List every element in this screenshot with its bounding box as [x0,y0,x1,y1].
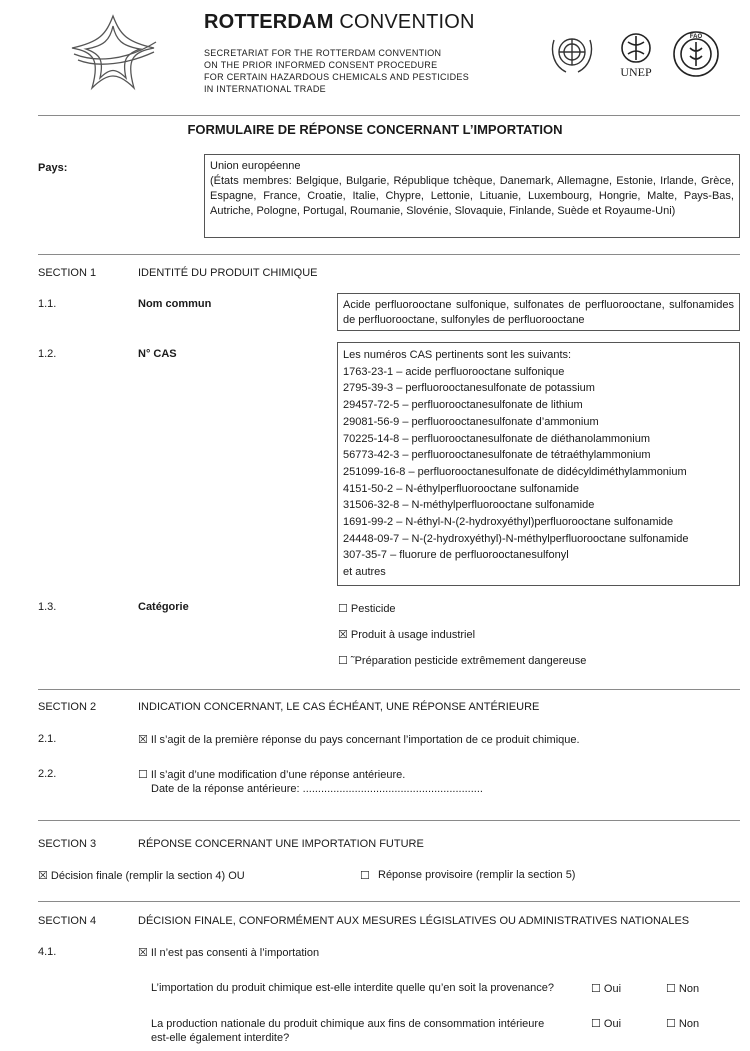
section-2-number: SECTION 2 [38,701,97,713]
import-ban-no-checkbox[interactable]: ☐ Non [666,983,700,995]
cas-label: N° CAS [138,348,177,360]
cas-line: 24448-09-7 – N-(2-hydroxyéthyl)-N-méthylperfluorooctane sulfonamide [343,532,689,545]
item-1-3-number: 1.3. [38,601,57,613]
cas-line: 2795-39-3 – perfluorooctanesulfonate de potassium [343,382,595,395]
section-divider [38,254,740,255]
category-label: Catégorie [138,601,189,613]
provisional-response-label: Réponse provisoire (remplir la section 5) [378,869,576,881]
cas-line: 70225-14-8 – perfluorooctanesulfonate de diéthanolammonium [343,432,650,445]
final-decision-checkbox[interactable]: ☒ Décision finale (remplir la section 4) OU [38,870,245,882]
country-label: Pays: [38,162,68,174]
item-2-2-number: 2.2. [38,768,57,780]
cas-number-field [337,342,740,586]
domestic-production-no-checkbox[interactable]: ☐ Non [666,1018,700,1030]
import-ban-yes-checkbox[interactable]: ☐ Oui [591,983,622,995]
import-not-consented-checkbox[interactable]: ☒ Il n’est pas consenti à l’importation [138,947,320,959]
country-field [204,154,740,238]
cas-line: et autres [343,566,386,579]
question-line: La production nationale du produit chimique aux fins de consommation intérieure [151,1018,545,1030]
convention-title: ROTTERDAM CONVENTION [204,11,475,33]
cas-line: 251099-16-8 – perfluorooctanesulfonate de didécyldiméthylammonium [343,465,687,478]
cas-line: 1691-99-2 – N-éthyl-N-(2-hydroxyéthyl)perfluorooctane sulfonamide [343,516,674,529]
cas-line: 29081-56-9 – perfluorooctanesulfonate d’ammonium [343,415,599,428]
secretariat-subtitle [204,47,469,95]
item-4-1-number: 4.1. [38,946,57,958]
item-2-1-number: 2.1. [38,733,57,745]
cas-line: Les numéros CAS pertinents sont les suivants: [343,349,572,361]
section-divider [38,689,740,690]
common-name-field: Acide perfluorooctane sulfonique, sulfonates de perfluorooctane, sulfonamides de perfluorooctane, sulfonyles de perfluorooctane [337,293,740,331]
section-2-title: INDICATION CONCERNANT, LE CAS ÉCHÉANT, UNE RÉPONSE ANTÉRIEURE [138,701,540,713]
country-members: (États membres: Belgique, Bulgarie, République tchèque, Danemark, Allemagne, Estonie, Irlande, Grèce, Espagne, France, Croatie, Italie, Chypre, Lettonie, Lituanie, Luxembourg, Hongrie, Malte, Pays-Bas, Autriche, Pologne, Portugal, Roumanie, Slovénie, Slovaquie, Finlande, Suède et Royaume-Uni) [210,175,734,217]
subtitle-line: FOR CERTAIN HAZARDOUS CHEMICALS AND PESTICIDES [204,72,470,82]
domestic-production-question [151,1017,544,1045]
fao-label: FAO [689,34,703,40]
category-industrial-checkbox[interactable]: ☒ Produit à usage industriel [338,629,476,641]
header-divider [38,115,740,116]
country-union: Union européenne [210,160,301,172]
partner-logos [548,28,720,84]
item-1-2-number: 1.2. [38,348,57,360]
section-1-number: SECTION 1 [38,267,97,279]
first-response-checkbox[interactable]: ☒ Il s’agit de la première réponse du pays concernant l’importation de ce produit chimique. [138,734,580,746]
common-name-label: Nom commun [138,298,212,310]
item-1-1-number: 1.1. [38,298,57,310]
cas-line: 56773-42-3 – perfluorooctanesulfonate de tétraéthylammonium [343,449,651,462]
cas-line: 307-35-7 – fluorure de perfluorooctanesulfonyl [343,549,569,562]
rotterdam-convention-logo [64,12,162,92]
category-pesticide-checkbox[interactable]: ☐ Pesticide [338,603,396,615]
unep-label: UNEP [620,65,652,79]
section-3-number: SECTION 3 [38,838,97,850]
cas-line: 31506-32-8 – N-méthylperfluorooctane sulfonamide [343,499,595,512]
unep-emblem-icon [622,34,650,62]
import-ban-question: L’importation du produit chimique est-elle interdite quelle qu’en soit la provenance? [151,982,554,994]
section-4-number: SECTION 4 [38,915,97,927]
previous-response-date-field[interactable]: Date de la réponse antérieure: ........................................................... [151,783,483,795]
section-3-title: RÉPONSE CONCERNANT UNE IMPORTATION FUTURE [138,838,424,850]
domestic-production-yes-checkbox[interactable]: ☐ Oui [591,1018,622,1030]
section-4-title: DÉCISION FINALE, CONFORMÉMENT AUX MESURES LÉGISLATIVES OU ADMINISTRATIVES NATIONALES [138,915,690,927]
subtitle-line: SECRETARIAT FOR THE ROTTERDAM CONVENTION [204,48,442,58]
un-emblem-icon [553,39,592,72]
category-pesticide-preparation-checkbox[interactable]: ☐ ˜Préparation pesticide extrêmement dangereuse [338,655,587,667]
form-title: FORMULAIRE DE RÉPONSE CONCERNANT L’IMPORTATION [187,122,563,137]
question-line: est-elle également interdite? [151,1032,290,1044]
section-divider [38,901,740,902]
section-divider [38,820,740,821]
subtitle-line: ON THE PRIOR INFORMED CONSENT PROCEDURE [204,60,438,70]
cas-line: 1763-23-1 – acide perfluorooctane sulfonique [343,365,565,378]
cas-line: 29457-72-5 – perfluorooctanesulfonate de lithium [343,399,583,412]
modification-checkbox[interactable]: ☐ Il s’agit d’une modification d’une réponse antérieure. [138,769,406,781]
subtitle-line: IN INTERNATIONAL TRADE [204,84,326,94]
provisional-response-checkbox[interactable]: ☐ [360,870,370,882]
cas-line: 4151-50-2 – N-éthylperfluorooctane sulfonamide [343,482,580,495]
section-1-title: IDENTITÉ DU PRODUIT CHIMIQUE [138,267,318,279]
